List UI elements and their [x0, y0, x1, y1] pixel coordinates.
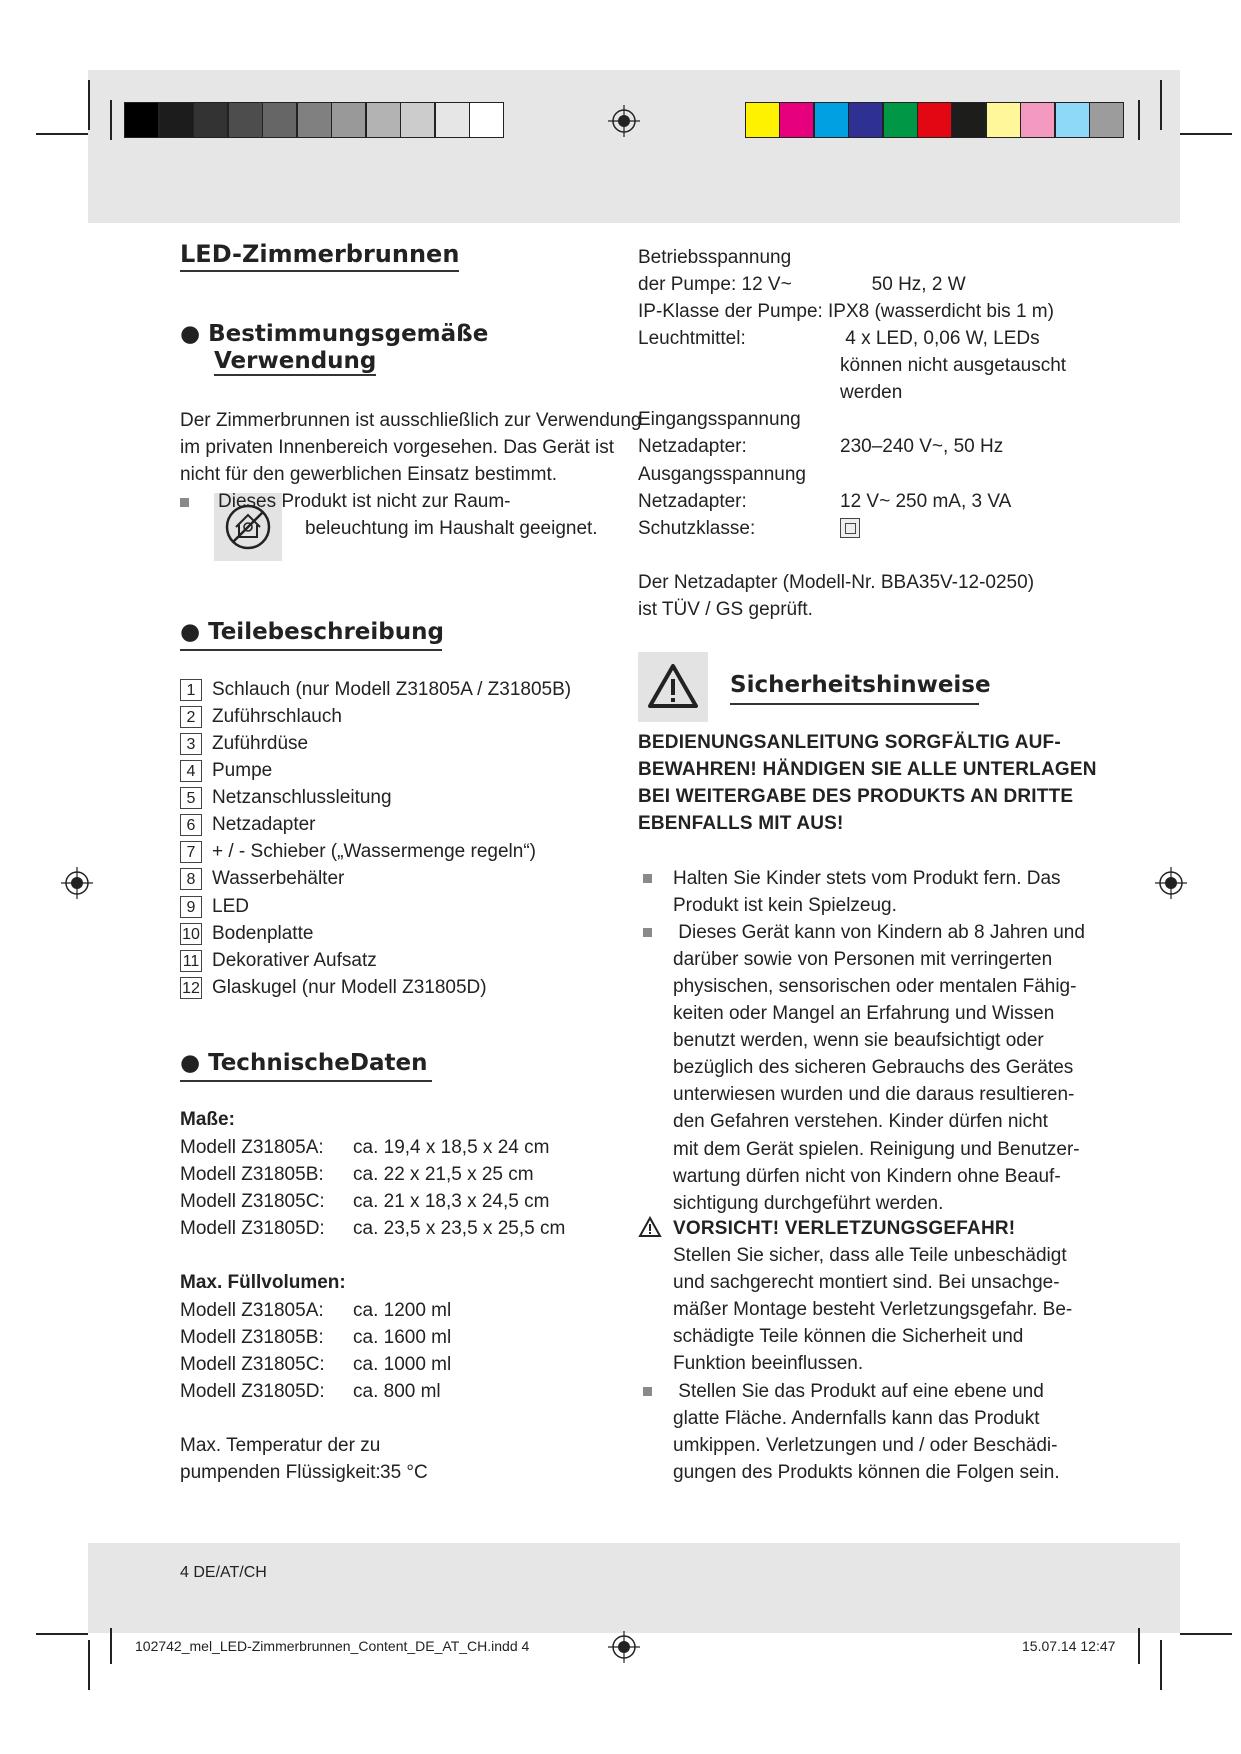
safety-text-line: bezüglich des sicheren Gebrauchs des Gerätes: [673, 1057, 1074, 1079]
registration-mark-icon: [608, 105, 640, 137]
caps-notice-line: BEDIENUNGSANLEITUNG SORGFÄLTIG AUF-: [638, 732, 1061, 753]
gray-swatch: [297, 102, 332, 138]
heading-text: TechnischeDaten: [208, 1050, 428, 1076]
safety-text-line: unterwiesen wurden und die daraus resultieren-: [673, 1084, 1075, 1106]
color-swatch: [814, 102, 849, 138]
dimension-model: Modell Z31805D:: [180, 1218, 325, 1240]
heading-line: Bestimmungsgemäße: [208, 321, 489, 347]
color-swatch: [779, 102, 814, 138]
spec-value: 12 V~ 250 mA, 3 VA: [840, 490, 1012, 512]
part-number: 6: [180, 814, 202, 836]
crop-mark: [36, 1633, 88, 1635]
spec-value: 50 Hz, 2 W: [840, 274, 966, 296]
section-heading-intended-use: ● Bestimmungsgemäße: [180, 321, 489, 347]
safety-text-line: den Gefahren verstehen. Kinder dürfen nicht: [673, 1111, 1048, 1133]
part-item: [180, 838, 536, 865]
section-heading-safety: Sicherheitshinweise: [730, 672, 991, 698]
volume-model: Modell Z31805B:: [180, 1327, 324, 1349]
caps-notice-line: BEWAHREN! HÄNDIGEN SIE ALLE UNTERLAGEN: [638, 759, 1097, 781]
part-item: [180, 920, 313, 947]
page-title: LED-Zimmerbrunnen: [180, 240, 459, 272]
registration-mark-icon: [1155, 867, 1187, 899]
caps-notice-line: EBENFALLS MIT AUS!: [638, 813, 844, 835]
spec-label: Schutzklasse:: [638, 517, 756, 539]
part-number: 4: [180, 760, 202, 782]
part-label: Dekorativer Aufsatz: [212, 949, 377, 971]
dimension-value: ca. 21 x 18,3 x 24,5 cm: [353, 1191, 550, 1213]
safety-text-line: benutzt werden, wenn sie beaufsichtigt oder: [673, 1030, 1044, 1052]
heading-underline: [180, 1080, 432, 1082]
bullet-marker: [180, 498, 189, 507]
crop-mark: [88, 1640, 90, 1690]
bullet-marker: [643, 1387, 652, 1396]
warning-icon: [638, 652, 708, 722]
part-number: 7: [180, 841, 202, 863]
section-heading-parts: ● Teilebeschreibung: [180, 619, 444, 645]
adapter-note-line: Der Netzadapter (Modell-Nr. BBA35V-12-0250): [638, 572, 1035, 593]
part-item: [180, 974, 487, 1001]
crop-mark: [1180, 133, 1232, 135]
crop-mark: [1138, 100, 1140, 140]
section-heading-tech: ● TechnischeDaten: [180, 1050, 428, 1076]
part-item: [180, 730, 308, 757]
safety-text-line: schädigte Teile können die Sicherheit und: [673, 1326, 1024, 1348]
spec-value: 230–240 V~, 50 Hz: [840, 436, 1004, 458]
spec-label: IP-Klasse der Pumpe:: [638, 301, 823, 323]
crop-mark: [110, 1628, 112, 1664]
volume-value: ca. 1600 ml: [353, 1327, 452, 1349]
temperature-value: 35 °C: [380, 1462, 428, 1483]
safety-text-line: Stellen Sie sicher, dass alle Teile unbeschädigt: [673, 1245, 1067, 1266]
gray-swatch: [193, 102, 228, 138]
spec-value: können nicht ausgetauscht: [840, 355, 1067, 377]
safety-text-line: Halten Sie Kinder stets vom Produkt fern. Das: [673, 868, 1061, 889]
part-number: 5: [180, 787, 202, 809]
page-footer-label: 4 DE/AT/CH: [180, 1564, 267, 1581]
temperature-label: pumpenden Flüssigkeit:: [180, 1462, 381, 1483]
paragraph-line: Der Zimmerbrunnen ist ausschließlich zur Verwendung: [180, 410, 642, 431]
safety-text-line: physischen, sensorischen oder mentalen Fähig-: [673, 976, 1077, 998]
safety-text-line: Produkt ist kein Spielzeug.: [673, 895, 897, 917]
crop-mark: [1160, 1640, 1162, 1690]
volume-value: ca. 1000 ml: [353, 1354, 452, 1376]
section-heading-intended-use-line2: Verwendung: [214, 348, 377, 374]
part-label: Netzadapter: [212, 814, 316, 836]
gray-swatch: [262, 102, 297, 138]
volume-label: Max. Füllvolumen:: [180, 1272, 346, 1293]
crop-mark: [88, 80, 90, 130]
part-item: [180, 947, 377, 974]
crop-mark: [1138, 1628, 1140, 1664]
gray-swatch: [159, 102, 194, 138]
part-number: 8: [180, 868, 202, 890]
adapter-note-line: ist TÜV / GS geprüft.: [638, 599, 813, 621]
color-swatch: [848, 102, 883, 138]
gray-swatch: [228, 102, 263, 138]
dimension-model: Modell Z31805C:: [180, 1191, 325, 1213]
part-number: 1: [180, 679, 202, 701]
part-label: Pumpe: [212, 760, 273, 782]
warning-triangle-icon: [638, 1216, 662, 1238]
color-swatch: [1055, 102, 1090, 138]
dimension-value: ca. 19,4 x 18,5 x 24 cm: [353, 1137, 550, 1158]
spec-label: Betriebsspannung: [638, 247, 792, 268]
color-swatch: [917, 102, 952, 138]
part-item: [180, 811, 316, 838]
spec-label: Netzadapter:: [638, 490, 747, 512]
safety-text-line: umkippen. Verletzungen und / oder Beschädi-: [673, 1435, 1058, 1457]
volume-model: Modell Z31805D:: [180, 1381, 325, 1403]
spec-value: 4 x LED, 0,06 W, LEDs: [840, 328, 1040, 350]
spec-label: Leuchtmittel:: [638, 328, 746, 350]
dimension-model: Modell Z31805B:: [180, 1164, 324, 1186]
color-swatch: [951, 102, 986, 138]
safety-text-line: sichtigung durchgeführt werden.: [673, 1192, 944, 1214]
volume-value: ca. 800 ml: [353, 1381, 441, 1403]
part-label: Wasserbehälter: [212, 868, 345, 890]
part-item: [180, 784, 392, 811]
dimensions-label: Maße:: [180, 1109, 235, 1130]
safety-text-line: glatte Fläche. Andernfalls kann das Produkt: [673, 1408, 1040, 1430]
part-item: [180, 676, 571, 703]
part-number: 3: [180, 733, 202, 755]
safety-text-line: gungen des Produkts können die Folgen sein.: [673, 1462, 1060, 1484]
safety-text-line: und sachgerecht montiert sind. Bei unsachge-: [673, 1272, 1060, 1294]
gray-swatch: [400, 102, 435, 138]
spec-label: Netzadapter:: [638, 436, 747, 458]
part-item: [180, 865, 344, 892]
spec-label: Eingangsspannung: [638, 409, 801, 431]
registration-mark-icon: [61, 867, 93, 899]
safety-text-line: darüber sowie von Personen mit verringerten: [673, 949, 1053, 971]
bullet-text: Dieses Produkt ist nicht zur Raum-: [218, 491, 511, 512]
safety-text-line: Dieses Gerät kann von Kindern ab 8 Jahren und: [673, 922, 1085, 943]
dimension-value: ca. 22 x 21,5 x 25 cm: [353, 1164, 534, 1186]
slug-filename: 102742_mel_LED-Zimmerbrunnen_Content_DE_AT_CH.indd 4: [135, 1638, 530, 1654]
temperature-line: Max. Temperatur der zu: [180, 1435, 381, 1456]
safety-text-line: mäßer Montage besteht Verletzungsgefahr. Be-: [673, 1299, 1073, 1321]
gray-swatch: [435, 102, 470, 138]
safety-text-line: keiten oder Mangel an Erfahrung und Wissen: [673, 1003, 1055, 1025]
safety-text-line: mit dem Gerät spielen. Reinigung und Benutzer-: [673, 1138, 1080, 1160]
spec-label: der Pumpe: 12 V~: [638, 274, 792, 296]
part-item: [180, 893, 249, 920]
part-item: [180, 703, 342, 730]
paragraph-line: nicht für den gewerblichen Einsatz bestimmt.: [180, 464, 558, 486]
safety-text-line: Funktion beeinflussen.: [673, 1353, 864, 1375]
spec-value: werden: [840, 382, 903, 404]
gray-swatch: [366, 102, 401, 138]
dimension-model: Modell Z31805A:: [180, 1137, 324, 1158]
part-number: 9: [180, 896, 202, 918]
color-swatch: [1089, 102, 1124, 138]
volume-model: Modell Z31805A:: [180, 1300, 324, 1321]
caps-notice-line: BEI WEITERGABE DES PRODUKTS AN DRITTE: [638, 786, 1074, 808]
spec-label: Ausgangsspannung: [638, 463, 806, 485]
heading-underline: [730, 703, 979, 705]
part-label: Schlauch (nur Modell Z31805A / Z31805B): [212, 679, 572, 700]
part-label: Glaskugel (nur Modell Z31805D): [212, 976, 487, 998]
gray-swatch: [469, 102, 504, 138]
color-swatch: [986, 102, 1021, 138]
part-number: 2: [180, 706, 202, 728]
part-number: 11: [180, 950, 202, 972]
caution-heading: VORSICHT! VERLETZUNGSGEFAHR!: [673, 1218, 1016, 1239]
crop-mark: [1160, 80, 1162, 130]
part-label: Netzanschlussleitung: [212, 787, 392, 809]
heading-text: Teilebeschreibung: [208, 619, 444, 645]
bottom-band: [88, 1543, 1180, 1633]
protection-class-ii-icon: [840, 518, 860, 538]
color-swatch: [745, 102, 780, 138]
safety-text-line: Stellen Sie das Produkt auf eine ebene und: [673, 1381, 1044, 1402]
crop-mark: [1180, 1633, 1232, 1635]
part-label: LED: [212, 895, 249, 917]
part-number: 10: [180, 923, 202, 945]
dimension-value: ca. 23,5 x 23,5 x 25,5 cm: [353, 1218, 566, 1240]
crop-mark: [110, 100, 112, 140]
spec-value: IPX8 (wasserdicht bis 1 m): [828, 301, 1054, 323]
safety-text-line: wartung dürfen nicht von Kindern ohne Beauf-: [673, 1165, 1061, 1187]
volume-model: Modell Z31805C:: [180, 1354, 325, 1376]
part-label: Zuführdüse: [212, 733, 309, 755]
top-band: [88, 70, 1180, 223]
part-label: + / - Schieber („Wassermenge regeln“): [212, 841, 536, 863]
volume-value: ca. 1200 ml: [353, 1300, 452, 1321]
part-item: [180, 757, 272, 784]
bullet-marker: [643, 874, 652, 883]
color-swatch: [883, 102, 918, 138]
bullet-text: beleuchtung im Haushalt geeignet.: [305, 518, 598, 539]
gray-swatch: [331, 102, 366, 138]
paragraph-line: im privaten Innenbereich vorgesehen. Das Gerät ist: [180, 437, 615, 459]
part-label: Zuführschlauch: [212, 706, 342, 728]
crop-mark: [36, 133, 88, 135]
slug-date: 15.07.14 12:47: [1022, 1638, 1116, 1654]
color-swatch: [1020, 102, 1055, 138]
registration-mark-icon: [608, 1631, 640, 1663]
heading-underline: [180, 649, 442, 651]
bullet-marker: [643, 928, 652, 937]
part-number: 12: [180, 977, 202, 999]
gray-swatch: [124, 102, 159, 138]
part-label: Bodenplatte: [212, 922, 314, 944]
